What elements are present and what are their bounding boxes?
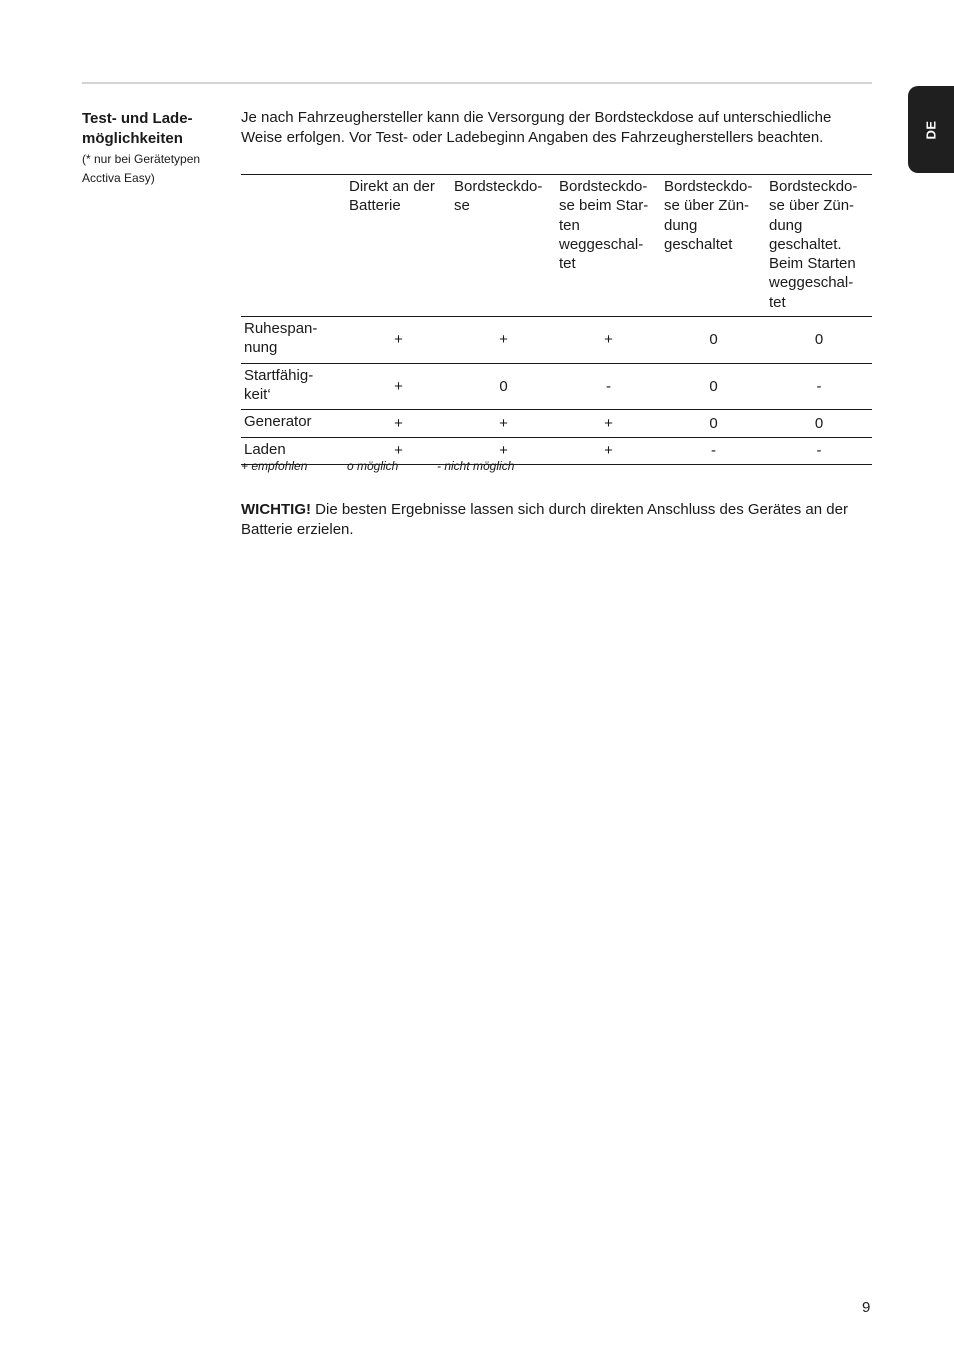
table-cell: + (394, 331, 403, 349)
language-tab-label: DE (923, 119, 939, 140)
table-cell: + (394, 442, 403, 460)
legend-possible: o möglich (347, 459, 399, 473)
section-title: Test- und Lade- möglichkeiten (82, 110, 193, 147)
row-label: Startfähig- keit‘ (244, 366, 314, 403)
row-label: Ruhespan- nung (244, 320, 318, 357)
table-header-row (241, 175, 872, 317)
table-cell: - (816, 377, 822, 395)
table-cell: - (606, 377, 611, 395)
table-cell: + (499, 414, 508, 432)
row-label: Laden (244, 440, 286, 458)
table-cell: + (604, 331, 613, 349)
table-cell: + (604, 414, 613, 432)
table-header-cell: Bordsteckdo- se (454, 178, 543, 215)
table-cell: - (711, 442, 716, 460)
important-note (241, 500, 873, 540)
table-cell: - (816, 442, 822, 460)
row-label: Generator (244, 413, 312, 431)
table-cell: 0 (814, 331, 824, 349)
important-text: Die besten Ergebnisse lassen sich durch direkten Anschluss des Gerätes an der Batterie erzielen. (241, 501, 848, 538)
table-cell: 0 (709, 331, 718, 349)
sidebar (82, 109, 232, 188)
table-cell: 0 (709, 377, 718, 395)
page-number: 9 (862, 1299, 871, 1316)
table-header-cell: Bordsteckdo- se über Zün- dung geschaltet (664, 178, 753, 253)
intro-paragraph: Je nach Fahrzeughersteller kann die Versorgung der Bordsteckdose auf unterschiedliche Weise erfolgen. Vor Test- oder Ladebeginn Angaben des Fahrzeugherstellers beachten. (241, 109, 832, 146)
table-cell: 0 (814, 414, 824, 432)
section-note: (* nur bei Gerätetypen Acctiva Easy) (82, 152, 201, 185)
table-row (241, 437, 872, 464)
important-label: WICHTIG! (241, 501, 311, 518)
table-row (241, 317, 872, 364)
table-header-cell (241, 175, 346, 317)
comparison-table (241, 174, 872, 465)
top-divider (82, 82, 872, 84)
table-cell: + (604, 442, 613, 460)
table-cell: + (394, 414, 403, 432)
table-cell: 0 (499, 377, 508, 395)
table-row (241, 363, 872, 410)
table-cell: + (499, 442, 508, 460)
table-row (241, 410, 872, 437)
table-cell: + (394, 377, 403, 395)
language-tab (908, 86, 954, 173)
legend-not-possible: - nicht möglich (437, 459, 515, 473)
table-header-cell: Direkt an der Batterie (349, 178, 435, 215)
legend-recommended: + empfohlen (241, 459, 308, 473)
table-cell: 0 (709, 414, 718, 432)
table-cell: + (499, 331, 508, 349)
table-header-cell: Bordsteckdo- se beim Star- ten weggeschal- tet (559, 178, 649, 273)
table-header-cell: Bordsteckdo- se über Zün- dung geschaltet. Beim Starten weggeschal- tet (769, 178, 858, 311)
